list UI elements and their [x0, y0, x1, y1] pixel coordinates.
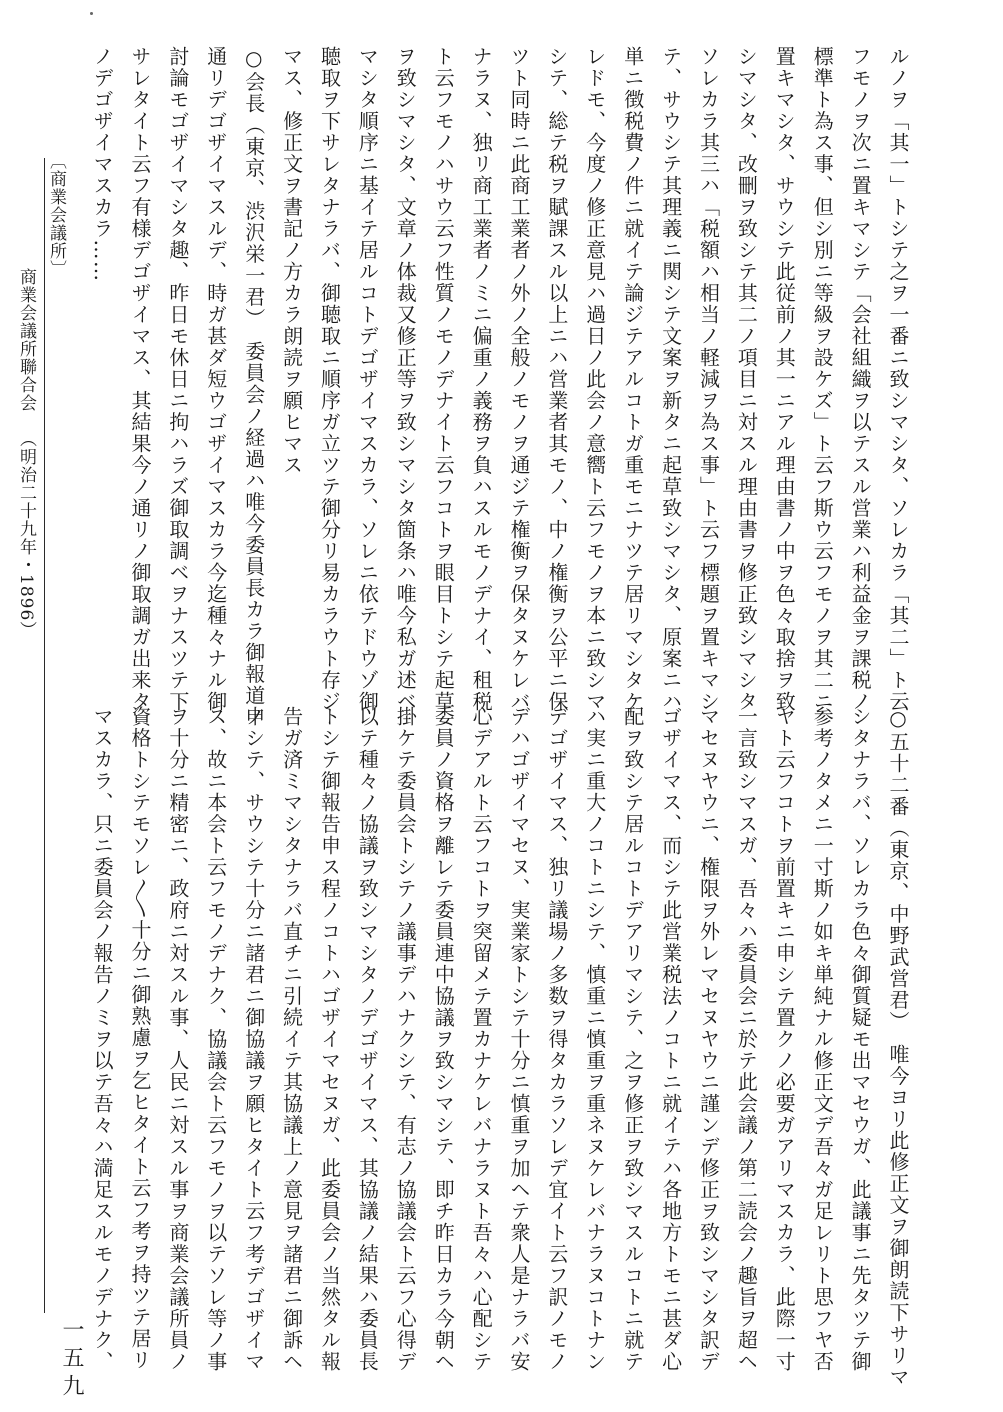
source-label: 〔商業会議所〕 [46, 152, 66, 278]
lower-text-column: 一言致シマスガ、吾々ハ委員会ニ於テ此会議ノ第二読会ノ趣旨ヲ超ヘ [734, 706, 759, 1373]
lower-text-column: マセヌヤウニ、権限ヲ外レマセヌヤウニ謹ンデ修正ヲ致シマシタ訳デ [696, 706, 721, 1373]
lower-text-column: 資格トシテモソレ〳〵十分ニ御熟慮ヲ乞ヒタイト云フ考ヲ持ツテ居リ [128, 706, 152, 1371]
upper-text-column: 標準ト為ス事、但シ別ニ等級ヲ設ケズ」ト云フ斯ウ云フモノヲ其二ニ [810, 46, 835, 713]
upper-text-column: 置キマシタ、サウシテ此従前ノ其一ニアル理由書ノ中ヲ色々取捨ヲ致 [772, 46, 797, 713]
lower-text-column: ヤト云フコトヲ前置キニ申シテ置クノ必要ガアリマスカラ、此際一寸 [772, 706, 797, 1373]
lower-text-column: ハ実ニ重大ノコトニシテ、慎重ニ慎重ヲ重ネヌケレバナラヌコトナン [582, 706, 607, 1373]
lower-text-column: ゴザイマス、而シテ此営業税法ノコトニ就イテハ各地方トモニ甚ダ心 [658, 706, 683, 1373]
upper-text-column: ツト同時ニ此商工業者ノ外ノ全般ノモノヲ通ジテ権衡ヲ保タヌケレバ [507, 46, 531, 713]
upper-text-column: ヲ致シマシタ、文章ノ体裁又修正等ヲ致シマシタ箇条ハ唯今私ガ述ベ [393, 46, 418, 713]
upper-text-column: マシタ順序ニ基イテ居ルコトデゴザイマスカラ、ソレニ依テドウゾ御 [355, 46, 380, 713]
upper-text-column: ノデゴザイマスカラ…… [90, 46, 115, 283]
lower-text-column: ヲ十分ニ精密ニ、政府ニ対スル事、人民ニ対スル事ヲ商業会議所員ノ [165, 706, 190, 1373]
upper-text-column: 聴取ヲ下サレタナラバ、御聴取ニ順序ガ立ツテ御分リ易カラウト存ジ [317, 46, 342, 713]
upper-text-column: 単ニ徴税費ノ件ニ就イテ論ジテアルコトガ重モニナツテ居リマシタケ [620, 46, 645, 713]
lower-text-column: 参考ノタメニ一寸斯ノ如キ単純ナル修正文デ吾々ガ足レリト思フヤ否 [810, 706, 835, 1373]
lower-text-column: デゴザイマス、独リ議場ノ多数ヲ得タカラソレデ宜イト云フ訳ノモノ [544, 706, 569, 1373]
upper-text-column: テ、サウシテ其理義ニ関シテ文案ヲ新タニ起草致シマシタ、原案ニハ [658, 46, 683, 713]
lower-text-column: ○五十二番（東京、中野武営君） 唯今ヨリ此修正文ヲ御朗読下サリマ [886, 706, 910, 1388]
lower-text-column: 配ヲ致シテ居ルコトデアリマシテ、之ヲ修正ヲ致シマスルコトニ就テ [620, 706, 645, 1373]
page-number: 一五九 [59, 1318, 84, 1402]
upper-text-column: ソレカラ其三ハ「税額ハ相当ノ軽減ヲ為ス事」ト云フ標題ヲ置キマシ [696, 46, 721, 713]
lower-text-column: 心デアルト云フコトヲ突留メテ置カナケレバナラヌト吾々ハ心配シテ [469, 706, 494, 1373]
upper-text-column: レドモ、今度ノ修正意見ハ過日ノ此会ノ意嚮ト云フモノヲ本ニ致シマ [582, 46, 607, 713]
lower-text-column: デハゴザイマセヌ、実業家トシテ十分ニ慎重ヲ加ヘテ衆人是ナラバ安 [507, 706, 531, 1373]
lower-text-column: トシテ御報告申ス程ノコトハゴザイマセヌガ、此委員会ノ当然タル報 [317, 706, 342, 1373]
lower-text-column: 告ガ済ミマシタナラバ直チニ引続イテ其協議上ノ意見ヲ諸君ニ御訴ヘ [279, 706, 304, 1373]
upper-text-column: 通リデゴザイマスルデ、時ガ甚ダ短ウゴザイマスカラ今迄種々ナル御 [203, 46, 228, 713]
upper-text-column: シテ、総テ税ヲ賦課スル以上ニハ営業者其モノ、中ノ権衡ヲ公平ニ保 [544, 46, 569, 713]
upper-text-column: ナラヌ、独リ商工業者ノミニ偏重ノ義務ヲ負ハスルモノデナイ、租税 [469, 46, 494, 713]
running-era: （明治二十九年・1896） [16, 430, 36, 640]
running-title: 商業会議所聯合会 [16, 268, 36, 412]
upper-text-column: サレタイト云フ有様デゴザイマス、其結果今ノ通リノ御取調ガ出来タ [128, 46, 152, 713]
margin-rule [44, 158, 45, 1313]
upper-text-column: マス、修正文ヲ書記ノ方カラ朗読ヲ願ヒマス [279, 46, 304, 476]
upper-text-column: ルノヲ「其一」トシテ之ヲ一番ニ致シマシタ、ソレカラ「其二」ト云 [886, 46, 910, 713]
lower-text-column: 委員ノ資格ヲ離レテ委員連中協議ヲ致シマシテ、即チ昨日カラ今朝ヘ [431, 706, 456, 1373]
upper-text-column: シマシタ、改刪ヲ致シテ其二ノ項目ニ対スル理由書ヲ修正致シマシタ [734, 46, 759, 713]
lower-text-column: 申シテ、サウシテ十分ニ諸君ニ御協議ヲ願ヒタイト云フ考デゴザイマ [241, 706, 266, 1373]
lower-text-column: マスカラ、只ニ委員会ノ報告ノミヲ以テ吾々ハ満足スルモノデナク、 [90, 706, 115, 1373]
paper-speck [90, 12, 93, 15]
upper-text-column: フモノヲ次ニ置キマシテ「会社組織ヲ以テスル営業ハ利益金ヲ課税ノ [848, 46, 873, 713]
upper-text-column: 討論モゴザイマシタ趣、昨日モ休日ニ拘ハラズ御取調ベヲナスツテ下 [165, 46, 190, 713]
upper-text-column: ト云フモノハサウ云フ性質ノモノデナイト云フコトヲ眼目トシテ起草 [431, 46, 456, 713]
lower-text-column: 掛ケテ委員会トシテノ議事デハナクシテ、有志ノ協議会ト云フ心得デ [393, 706, 418, 1373]
lower-text-column: 以テ種々ノ協議ヲ致シマシタノデゴザイマス、其協議ノ結果ハ委員長 [355, 706, 380, 1373]
upper-text-column: ○会長（東京、渋沢栄一君） 委員会ノ経過ハ唯今委員長カラ御報道ノ [241, 46, 266, 728]
lower-text-column: シタナラバ、ソレカラ色々御質疑モ出マセウガ、此議事ニ先タツテ御 [848, 706, 873, 1373]
lower-text-column: ス、故ニ本会ト云フモノデナク、協議会ト云フモノヲ以テソレ等ノ事 [203, 706, 228, 1373]
